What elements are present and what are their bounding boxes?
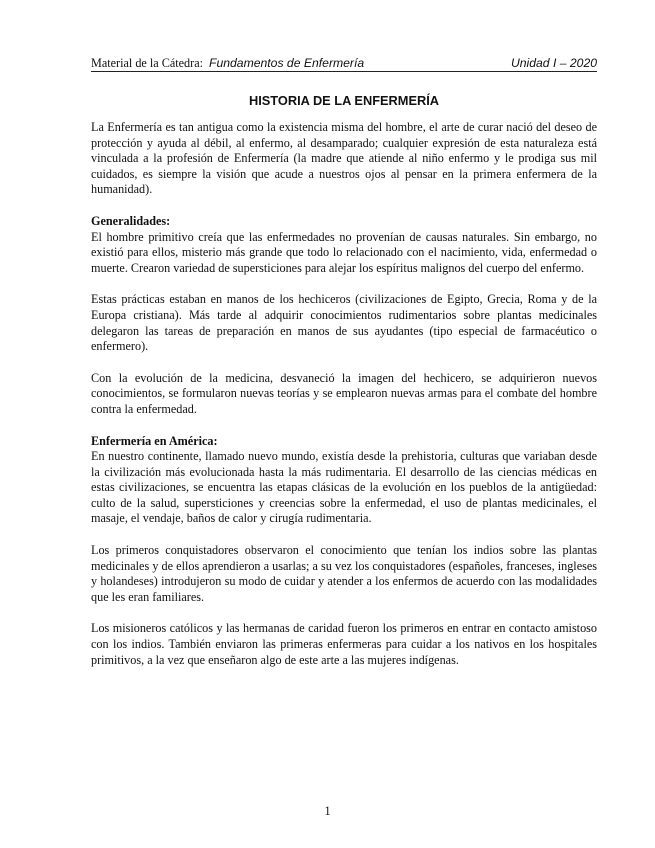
section-enfermeria-en-america [91, 434, 597, 669]
section-heading: Generalidades: [91, 213, 171, 228]
paragraph: En nuestro continente, llamado nuevo mundo, existía desde la prehistoria, culturas que variaban desde la civilización más evolucionada hasta la más rudimentaria. El desarrollo de las ciencias médicas en estas civilizaciones, se encuentra las etapas clásicas de la evolución en los pueblos de la antigüedad: culto de la salud, supersticiones y creencias sobre la enfermedad, el uso de plantas medicinales, el masaje, el vendaje, baños de calor y cirugía rudimentaria. [91, 449, 597, 526]
header-rule [91, 71, 597, 72]
page-header [91, 55, 597, 71]
paragraph: El hombre primitivo creía que las enfermedades no provenían de causas naturales. Sin embargo, no existió para ellos, misterio más grande que todo lo relacionado con el nacimiento, vida, enfermedad o muerte. Crearon variedad de supersticiones para alejar los espíritus malignos del cuerpo del enfermo. [91, 229, 597, 275]
header-left [91, 55, 364, 71]
paragraph: Con la evolución de la medicina, desvaneció la imagen del hechicero, se adquirieron nuevos conocimientos, se formularon nuevas teorías y se emplearon nuevas armas para el combate del hombre contra la enfermedad. [91, 370, 597, 416]
course-name: Fundamentos de Enfermería [209, 56, 365, 70]
section-generalidades [91, 214, 597, 418]
material-label: Material de la Cátedra: [91, 56, 204, 70]
paragraph: Estas prácticas estaban en manos de los hechiceros (civilizaciones de Egipto, Grecia, Roma y de la Europa cristiana). Más tarde al adquirir conocimientos rudimentarios sobre plantas medicinales delegaron las tareas de preparación en manos de sus ayudantes (tipo especial de farmacéutico o enfermero). [91, 292, 597, 354]
page-number: 1 [324, 804, 331, 818]
paragraph: Los primeros conquistadores observaron el conocimiento que tenían los indios sobre las plantas medicinales y de ellos aprendieron a usarlas; a su vez los conquistadores (españoles, franceses, ingleses y holandeses) introdujeron su modo de cuidar y atender a los enfermos de acuerdo con las modalidades que les eran familiares. [91, 543, 597, 604]
unit-label: Unidad I – 2020 [510, 56, 597, 70]
section-heading: Enfermería en América: [91, 433, 218, 448]
intro-paragraph: La Enfermería es tan antigua como la existencia misma del hombre, el arte de curar nació del deseo de protección y ayuda al débil, al enfermo, al desamparado; cualquier expresión de esta naturaleza está vinculada a la profesión de Enfermería (la madre que atiende al niño enfermo y le prodiga sus mil cuidados, es siempre la visión que acude a nuestros ojos al pensar en la primera enfermera de la humanidad). [91, 120, 597, 197]
document-body [91, 120, 597, 684]
document-title: HISTORIA DE LA ENFERMERÍA [248, 93, 440, 108]
paragraph: Los misioneros católicos y las hermanas de caridad fueron los primeros en entrar en contacto amistoso con los indios. También enviaron las primeras enfermeras para cuidar a los nativos en los hospitales primitivos, a la vez que enseñaron algo de este arte a las mujeres indígenas. [91, 621, 597, 667]
